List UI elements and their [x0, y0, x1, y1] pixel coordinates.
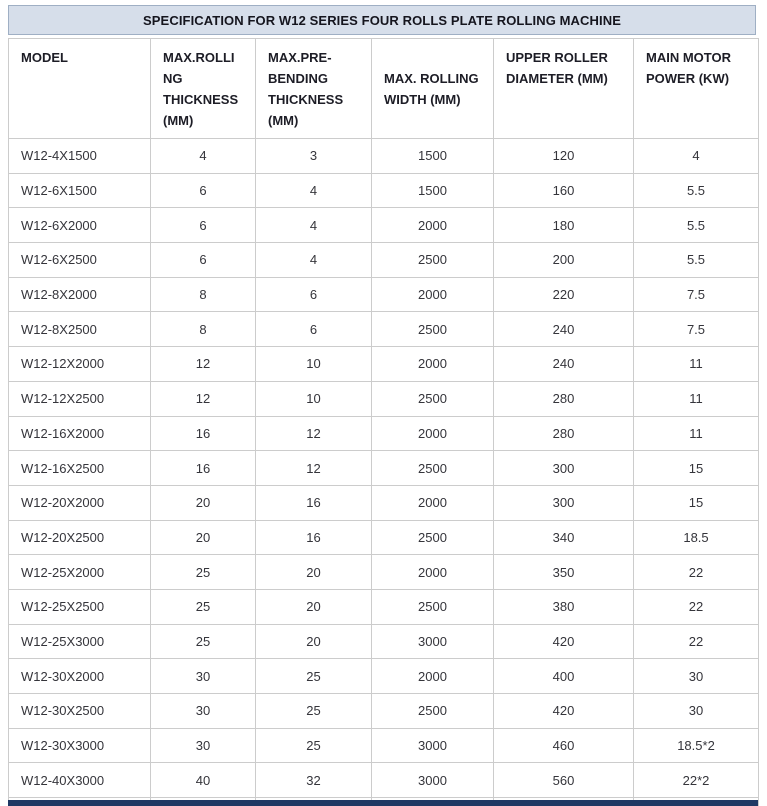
model-cell: W12-4X1500 — [9, 139, 151, 174]
value-cell: 10 — [256, 347, 372, 382]
model-cell: W12-40X3000 — [9, 763, 151, 798]
value-cell: 420 — [494, 624, 634, 659]
value-cell: 160 — [494, 173, 634, 208]
model-cell: W12-25X3000 — [9, 624, 151, 659]
value-cell: 16 — [151, 451, 256, 486]
value-cell: 4 — [256, 173, 372, 208]
value-cell: 2500 — [372, 520, 494, 555]
value-cell: 30 — [634, 694, 759, 729]
value-cell: 40 — [151, 763, 256, 798]
value-cell: 11 — [634, 381, 759, 416]
value-cell: 20 — [151, 520, 256, 555]
value-cell: 6 — [151, 208, 256, 243]
model-cell: W12-6X1500 — [9, 173, 151, 208]
value-cell: 1500 — [372, 173, 494, 208]
value-cell: 2000 — [372, 659, 494, 694]
value-cell: 25 — [151, 589, 256, 624]
table-row — [9, 139, 759, 174]
table-row — [9, 312, 759, 347]
value-cell: 2500 — [372, 694, 494, 729]
model-cell: W12-25X2000 — [9, 555, 151, 590]
table-row — [9, 659, 759, 694]
value-cell: 12 — [151, 347, 256, 382]
value-cell: 240 — [494, 347, 634, 382]
value-cell: 350 — [494, 555, 634, 590]
value-cell: 3000 — [372, 728, 494, 763]
value-cell: 3 — [256, 139, 372, 174]
value-cell: 30 — [151, 659, 256, 694]
bottom-accent-bar — [8, 800, 758, 806]
value-cell: 25 — [256, 728, 372, 763]
column-header-max-pre-bending-thickness: MAX.PRE- BENDING THICKNESS (MM) — [256, 39, 372, 139]
value-cell: 2000 — [372, 485, 494, 520]
value-cell: 25 — [151, 555, 256, 590]
value-cell: 22 — [634, 555, 759, 590]
value-cell: 11 — [634, 347, 759, 382]
table-row — [9, 381, 759, 416]
value-cell: 12 — [256, 451, 372, 486]
model-cell: W12-20X2000 — [9, 485, 151, 520]
table-body — [9, 139, 759, 806]
value-cell: 30 — [634, 659, 759, 694]
value-cell: 280 — [494, 416, 634, 451]
value-cell: 4 — [634, 139, 759, 174]
value-cell: 20 — [151, 485, 256, 520]
value-cell: 240 — [494, 312, 634, 347]
model-cell: W12-30X2500 — [9, 694, 151, 729]
model-cell: W12-8X2000 — [9, 277, 151, 312]
value-cell: 2000 — [372, 208, 494, 243]
table-row — [9, 451, 759, 486]
value-cell: 15 — [634, 485, 759, 520]
specification-table — [8, 38, 759, 806]
table-row — [9, 555, 759, 590]
value-cell: 16 — [256, 485, 372, 520]
value-cell: 4 — [256, 243, 372, 278]
value-cell: 300 — [494, 485, 634, 520]
table-row — [9, 208, 759, 243]
table-title: SPECIFICATION FOR W12 SERIES FOUR ROLLS PLATE ROLLING MACHINE — [8, 5, 756, 35]
value-cell: 16 — [151, 416, 256, 451]
table-row — [9, 277, 759, 312]
table-row — [9, 728, 759, 763]
value-cell: 2000 — [372, 347, 494, 382]
value-cell: 180 — [494, 208, 634, 243]
model-cell: W12-30X3000 — [9, 728, 151, 763]
model-cell: W12-6X2500 — [9, 243, 151, 278]
value-cell: 120 — [494, 139, 634, 174]
model-cell: W12-16X2000 — [9, 416, 151, 451]
value-cell: 6 — [151, 243, 256, 278]
model-cell: W12-30X2000 — [9, 659, 151, 694]
model-cell: W12-25X2500 — [9, 589, 151, 624]
value-cell: 2500 — [372, 312, 494, 347]
value-cell: 5.5 — [634, 208, 759, 243]
value-cell: 6 — [256, 312, 372, 347]
table-row — [9, 416, 759, 451]
value-cell: 2000 — [372, 416, 494, 451]
table-row — [9, 243, 759, 278]
model-cell: W12-12X2500 — [9, 381, 151, 416]
value-cell: 300 — [494, 451, 634, 486]
value-cell: 22 — [634, 624, 759, 659]
value-cell: 20 — [256, 624, 372, 659]
value-cell: 11 — [634, 416, 759, 451]
value-cell: 15 — [634, 451, 759, 486]
value-cell: 25 — [256, 694, 372, 729]
table-row — [9, 520, 759, 555]
column-header-upper-roller-diameter: UPPER ROLLER DIAMETER (MM) — [494, 39, 634, 139]
value-cell: 4 — [151, 139, 256, 174]
value-cell: 25 — [256, 659, 372, 694]
model-cell: W12-8X2500 — [9, 312, 151, 347]
value-cell: 8 — [151, 312, 256, 347]
model-cell: W12-20X2500 — [9, 520, 151, 555]
value-cell: 32 — [256, 763, 372, 798]
value-cell: 280 — [494, 381, 634, 416]
value-cell: 22 — [634, 589, 759, 624]
value-cell: 420 — [494, 694, 634, 729]
value-cell: 6 — [256, 277, 372, 312]
value-cell: 7.5 — [634, 312, 759, 347]
value-cell: 8 — [151, 277, 256, 312]
table-row — [9, 347, 759, 382]
value-cell: 20 — [256, 555, 372, 590]
value-cell: 2500 — [372, 243, 494, 278]
table-row — [9, 624, 759, 659]
value-cell: 1500 — [372, 139, 494, 174]
model-cell: W12-6X2000 — [9, 208, 151, 243]
value-cell: 16 — [256, 520, 372, 555]
value-cell: 2000 — [372, 555, 494, 590]
table-row — [9, 694, 759, 729]
value-cell: 3000 — [372, 624, 494, 659]
value-cell: 6 — [151, 173, 256, 208]
value-cell: 560 — [494, 763, 634, 798]
header-row — [9, 39, 759, 139]
value-cell: 5.5 — [634, 173, 759, 208]
value-cell: 12 — [151, 381, 256, 416]
value-cell: 22*2 — [634, 763, 759, 798]
value-cell: 200 — [494, 243, 634, 278]
value-cell: 25 — [151, 624, 256, 659]
table-row — [9, 173, 759, 208]
value-cell: 30 — [151, 728, 256, 763]
value-cell: 220 — [494, 277, 634, 312]
value-cell: 2000 — [372, 277, 494, 312]
value-cell: 460 — [494, 728, 634, 763]
column-header-main-motor-power: MAIN MOTOR POWER (KW) — [634, 39, 759, 139]
value-cell: 20 — [256, 589, 372, 624]
table-row — [9, 589, 759, 624]
value-cell: 2500 — [372, 451, 494, 486]
table-row — [9, 763, 759, 798]
column-header-max-rolling-width: MAX. ROLLING WIDTH (MM) — [372, 39, 494, 139]
value-cell: 380 — [494, 589, 634, 624]
model-cell: W12-12X2000 — [9, 347, 151, 382]
column-header-model: MODEL — [9, 39, 151, 139]
value-cell: 18.5*2 — [634, 728, 759, 763]
column-header-max-rolling-thickness: MAX.ROLLI NG THICKNESS (MM) — [151, 39, 256, 139]
value-cell: 400 — [494, 659, 634, 694]
value-cell: 2500 — [372, 381, 494, 416]
value-cell: 30 — [151, 694, 256, 729]
table-row — [9, 485, 759, 520]
value-cell: 340 — [494, 520, 634, 555]
value-cell: 12 — [256, 416, 372, 451]
value-cell: 4 — [256, 208, 372, 243]
value-cell: 5.5 — [634, 243, 759, 278]
value-cell: 7.5 — [634, 277, 759, 312]
value-cell: 2500 — [372, 589, 494, 624]
value-cell: 3000 — [372, 763, 494, 798]
value-cell: 10 — [256, 381, 372, 416]
model-cell: W12-16X2500 — [9, 451, 151, 486]
value-cell: 18.5 — [634, 520, 759, 555]
